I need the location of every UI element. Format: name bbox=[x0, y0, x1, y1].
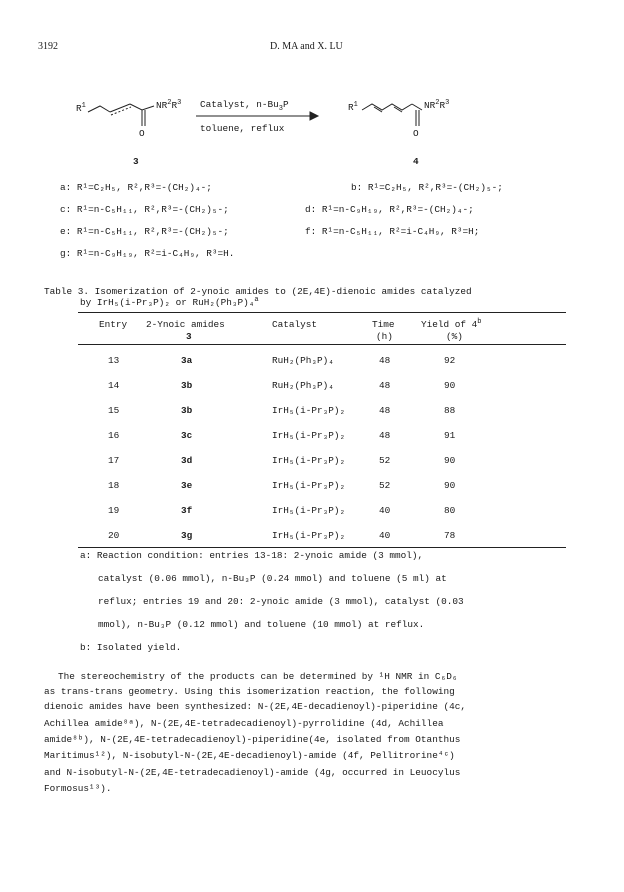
body-line: Achillea amide⁸ᵃ), N-(2E,4E-tetradecadienoyl)-pyrrolidine (4d, Achillea bbox=[44, 718, 444, 729]
table-cell-catalyst: IrH₅(i-Pr₃P)₂ bbox=[272, 530, 346, 541]
table-cell-amide: 3b bbox=[181, 405, 193, 416]
table-cell-yield: 91 bbox=[444, 430, 456, 441]
body-line: amide⁸ᵇ), N-(2E,4E-tetradecadienoyl)-piperidine(4e, isolated from Otanthus bbox=[44, 734, 461, 745]
product-oxygen: O bbox=[413, 128, 419, 139]
reactant-r1: $R^1$ bbox=[76, 101, 86, 114]
header-time-unit: (h) bbox=[376, 331, 393, 342]
table-cell-amide: 3b bbox=[181, 380, 193, 391]
table-cell-catalyst: RuH₂(Ph₃P)₄ bbox=[272, 380, 334, 391]
header-ynoic-sub: 3 bbox=[186, 331, 192, 342]
table-cell-entry: 14 bbox=[108, 380, 120, 391]
footnote-a-line4: mmol), n-Bu₃P (0.12 mmol) and toluene (10 mmol) at reflux. bbox=[98, 619, 425, 630]
product-r1: $R^1$ bbox=[348, 100, 358, 113]
table-cell-yield: 92 bbox=[444, 355, 456, 366]
footnote-a-line1: a: Reaction condition: entries 13-18: 2-ynoic amide (3 mmol), bbox=[80, 550, 424, 561]
table-cell-time: 48 bbox=[379, 430, 391, 441]
table-cell-amide: 3d bbox=[181, 455, 193, 466]
table-cell-time: 52 bbox=[379, 455, 391, 466]
table-cell-time: 48 bbox=[379, 405, 391, 416]
reagent-catalyst: Catalyst, $n-Bu_3P$ bbox=[200, 99, 289, 113]
header-ynoic-amides: 2-Ynoic amides bbox=[146, 319, 225, 330]
table-cell-time: 52 bbox=[379, 480, 391, 491]
header-time: Time bbox=[372, 319, 395, 330]
table-cell-entry: 17 bbox=[108, 455, 120, 466]
product-structure bbox=[362, 104, 422, 126]
definition-c: c: R¹=n-C₅H₁₁, R²,R³=-(CH₂)₅-; bbox=[60, 204, 229, 215]
table-caption-line1: Table 3. Isomerization of 2-ynoic amides to (2E,4E)-dienoic amides catalyzed bbox=[44, 286, 472, 297]
header-yield-unit: (%) bbox=[446, 331, 463, 342]
product-label: 4 bbox=[413, 156, 419, 167]
body-line: The stereochemistry of the products can be determined by ¹H NMR in C₆D₆ bbox=[58, 671, 458, 682]
footnote-a-line3: reflux; entries 19 and 20: 2-ynoic amide (3 mmol), catalyst (0.03 bbox=[98, 596, 464, 607]
reagent-solvent: toluene, reflux bbox=[200, 123, 285, 134]
table-cell-time: 40 bbox=[379, 505, 391, 516]
table-cell-amide: 3g bbox=[181, 530, 193, 541]
footnote-a-line2: catalyst (0.06 mmol), n-Bu₃P (0.24 mmol) and toluene (5 ml) at bbox=[98, 573, 447, 584]
table-bottom-rule bbox=[78, 547, 566, 548]
body-line: dienoic amides have been synthesized: N-(2E,4E-decadienoyl)-piperidine (4c, bbox=[44, 701, 466, 712]
table-cell-yield: 90 bbox=[444, 455, 456, 466]
reaction-arrow bbox=[196, 112, 318, 120]
table-caption-line2: by IrH₅(i-Pr₃P)₂ or RuH₂(Ph₃P)₄$^a$ bbox=[80, 295, 259, 308]
table-cell-amide: 3a bbox=[181, 355, 193, 366]
table-cell-entry: 19 bbox=[108, 505, 120, 516]
definition-a: a: R¹=C₂H₅, R²,R³=-(CH₂)₄-; bbox=[60, 182, 212, 193]
table-cell-yield: 90 bbox=[444, 480, 456, 491]
body-line: and N-isobutyl-N-(2E,4E-tetradecadienoyl)-amide (4g, occurred in Leuocylus bbox=[44, 767, 461, 778]
table-cell-time: 40 bbox=[379, 530, 391, 541]
table-cell-catalyst: IrH₅(i-Pr₃P)₂ bbox=[272, 430, 346, 441]
header-yield: Yield of 4$^b$ bbox=[421, 317, 482, 330]
table-cell-entry: 20 bbox=[108, 530, 120, 541]
table-cell-amide: 3e bbox=[181, 480, 193, 491]
definition-f: f: R¹=n-C₅H₁₁, R²=i-C₄H₉, R³=H; bbox=[305, 226, 480, 237]
table-cell-catalyst: IrH₅(i-Pr₃P)₂ bbox=[272, 480, 346, 491]
reactant-nr2r3: $NR^2R^3$ bbox=[156, 98, 182, 111]
table-cell-catalyst: IrH₅(i-Pr₃P)₂ bbox=[272, 405, 346, 416]
table-cell-yield: 80 bbox=[444, 505, 456, 516]
reactant-structure bbox=[88, 104, 154, 126]
definition-d: d: R¹=n-C₉H₁₉, R²,R³=-(CH₂)₄-; bbox=[305, 204, 474, 215]
table-cell-yield: 88 bbox=[444, 405, 456, 416]
body-line: Maritimus¹²), N-isobutyl-N-(2E,4E-decadienoyl)-amide (4f, Pellitrorine⁴ᶜ) bbox=[44, 750, 455, 761]
body-line: Formosus¹³). bbox=[44, 783, 112, 794]
footnote-b: b: Isolated yield. bbox=[80, 642, 182, 653]
table-cell-amide: 3f bbox=[181, 505, 193, 516]
body-line: as trans-trans geometry. Using this isomerization reaction, the following bbox=[44, 686, 455, 697]
definition-b: b: R¹=C₂H₅, R²,R³=-(CH₂)₅-; bbox=[351, 182, 503, 193]
table-header-rule bbox=[78, 344, 566, 345]
table-cell-entry: 13 bbox=[108, 355, 120, 366]
table-cell-time: 48 bbox=[379, 355, 391, 366]
header-catalyst: Catalyst bbox=[272, 319, 318, 330]
running-authors: D. MA and X. LU bbox=[270, 41, 343, 52]
page-number: 3192 bbox=[38, 41, 58, 52]
table-cell-yield: 90 bbox=[444, 380, 456, 391]
table-cell-time: 48 bbox=[379, 380, 391, 391]
table-cell-entry: 16 bbox=[108, 430, 120, 441]
table-cell-catalyst: RuH₂(Ph₃P)₄ bbox=[272, 355, 334, 366]
table-cell-yield: 78 bbox=[444, 530, 456, 541]
reactant-label: 3 bbox=[133, 156, 139, 167]
product-nr2r3: $NR^2R^3$ bbox=[424, 98, 450, 111]
table-cell-entry: 18 bbox=[108, 480, 120, 491]
table-top-rule bbox=[78, 312, 566, 313]
table-cell-catalyst: IrH₅(i-Pr₃P)₂ bbox=[272, 505, 346, 516]
table-cell-entry: 15 bbox=[108, 405, 120, 416]
definition-g: g: R¹=n-C₉H₁₉, R²=i-C₄H₉, R³=H. bbox=[60, 248, 235, 259]
table-cell-amide: 3c bbox=[181, 430, 193, 441]
table-cell-catalyst: IrH₅(i-Pr₃P)₂ bbox=[272, 455, 346, 466]
reaction-scheme bbox=[70, 96, 550, 176]
definition-e: e: R¹=n-C₅H₁₁, R²,R³=-(CH₂)₅-; bbox=[60, 226, 229, 237]
header-entry: Entry bbox=[99, 319, 128, 330]
reactant-oxygen: O bbox=[139, 128, 145, 139]
